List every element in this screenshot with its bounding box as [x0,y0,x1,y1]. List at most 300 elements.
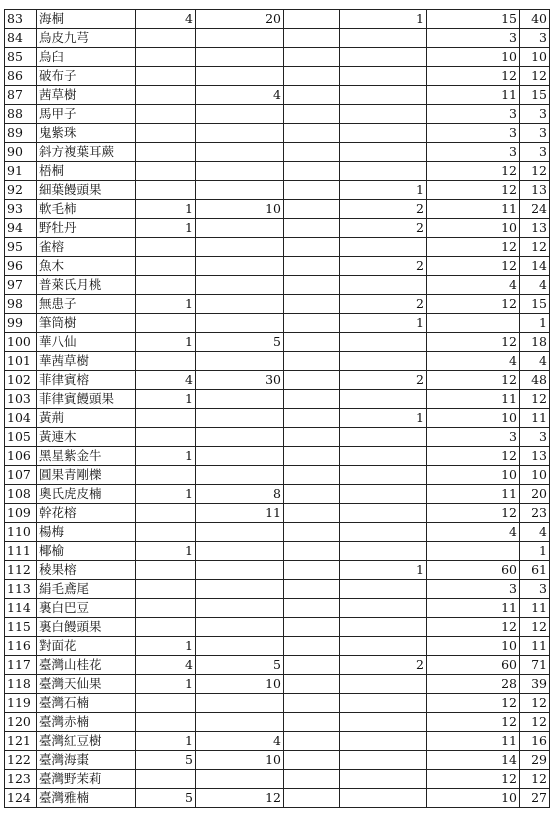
species-name-cell: 斜方複葉耳蕨 [37,143,136,162]
total-cell: 3 [520,143,550,162]
total-cell: 3 [520,105,550,124]
count-cell-3 [284,447,340,466]
table-row [5,637,550,656]
total-cell: 3 [520,428,550,447]
count-cell-4 [340,276,427,295]
row-number-cell: 105 [5,428,37,447]
count-cell-3 [284,105,340,124]
count-cell-5: 10 [427,409,520,428]
count-cell-5: 11 [427,732,520,751]
total-cell: 15 [520,295,550,314]
species-name-cell: 黃荊 [37,409,136,428]
row-number-cell: 88 [5,105,37,124]
count-cell-1 [136,86,196,105]
total-cell: 13 [520,219,550,238]
count-cell-4 [340,333,427,352]
count-cell-4 [340,447,427,466]
count-cell-1 [136,694,196,713]
count-cell-2 [196,428,284,447]
count-cell-2 [196,713,284,732]
total-cell: 13 [520,447,550,466]
count-cell-3 [284,561,340,580]
count-cell-1 [136,314,196,333]
row-number-cell: 112 [5,561,37,580]
count-cell-4 [340,770,427,789]
count-cell-2: 11 [196,504,284,523]
table-row [5,143,550,162]
row-number-cell: 97 [5,276,37,295]
total-cell: 71 [520,656,550,675]
species-name-cell: 臺灣天仙果 [37,675,136,694]
total-cell: 11 [520,599,550,618]
row-number-cell: 113 [5,580,37,599]
count-cell-1 [136,48,196,67]
total-cell: 1 [520,314,550,333]
table-body [5,10,550,808]
count-cell-2: 5 [196,656,284,675]
total-cell: 3 [520,124,550,143]
count-cell-4: 1 [340,409,427,428]
species-name-cell: 破布子 [37,67,136,86]
species-name-cell: 稜果榕 [37,561,136,580]
count-cell-3 [284,618,340,637]
count-cell-1 [136,409,196,428]
table-row [5,428,550,447]
species-name-cell: 雀榕 [37,238,136,257]
total-cell: 12 [520,67,550,86]
row-number-cell: 115 [5,618,37,637]
total-cell: 39 [520,675,550,694]
count-cell-5: 15 [427,10,520,29]
count-cell-4 [340,751,427,770]
row-number-cell: 106 [5,447,37,466]
species-name-cell: 烏皮九芎 [37,29,136,48]
total-cell: 27 [520,789,550,808]
count-cell-1 [136,105,196,124]
count-cell-4 [340,124,427,143]
count-cell-3 [284,295,340,314]
table-row [5,181,550,200]
species-name-cell: 幹花榕 [37,504,136,523]
count-cell-4: 2 [340,295,427,314]
total-cell: 14 [520,257,550,276]
count-cell-4 [340,694,427,713]
count-cell-3 [284,29,340,48]
count-cell-4 [340,523,427,542]
total-cell: 15 [520,86,550,105]
count-cell-3 [284,10,340,29]
row-number-cell: 101 [5,352,37,371]
count-cell-5: 10 [427,48,520,67]
count-cell-5: 10 [427,219,520,238]
row-number-cell: 123 [5,770,37,789]
count-cell-2 [196,618,284,637]
total-cell: 10 [520,48,550,67]
count-cell-2: 30 [196,371,284,390]
count-cell-3 [284,523,340,542]
count-cell-4 [340,732,427,751]
species-name-cell: 椰榆 [37,542,136,561]
count-cell-2 [196,542,284,561]
row-number-cell: 110 [5,523,37,542]
count-cell-4 [340,143,427,162]
row-number-cell: 100 [5,333,37,352]
count-cell-3 [284,257,340,276]
count-cell-3 [284,770,340,789]
species-name-cell: 細葉饅頭果 [37,181,136,200]
species-name-cell: 絹毛鳶尾 [37,580,136,599]
count-cell-2: 4 [196,732,284,751]
count-cell-3 [284,124,340,143]
count-cell-1: 1 [136,200,196,219]
species-name-cell: 楊梅 [37,523,136,542]
count-cell-2 [196,390,284,409]
count-cell-5: 12 [427,67,520,86]
count-cell-1: 1 [136,295,196,314]
count-cell-2 [196,219,284,238]
table-row [5,409,550,428]
total-cell: 12 [520,390,550,409]
count-cell-3 [284,694,340,713]
count-cell-1 [136,466,196,485]
count-cell-2: 20 [196,10,284,29]
count-cell-4 [340,789,427,808]
count-cell-3 [284,732,340,751]
count-cell-3 [284,276,340,295]
species-name-cell: 魚木 [37,257,136,276]
table-row [5,447,550,466]
species-name-cell: 臺灣山桂花 [37,656,136,675]
total-cell: 10 [520,466,550,485]
count-cell-3 [284,713,340,732]
total-cell: 23 [520,504,550,523]
count-cell-3 [284,219,340,238]
total-cell: 29 [520,751,550,770]
count-cell-5 [427,314,520,333]
count-cell-5: 3 [427,428,520,447]
count-cell-2 [196,599,284,618]
species-name-cell: 鬼紫珠 [37,124,136,143]
count-cell-5: 12 [427,694,520,713]
count-cell-3 [284,599,340,618]
count-cell-1 [136,124,196,143]
species-name-cell: 圓果青剛櫟 [37,466,136,485]
count-cell-1 [136,238,196,257]
count-cell-5: 12 [427,333,520,352]
count-cell-4 [340,238,427,257]
table-row [5,713,550,732]
table-row [5,751,550,770]
row-number-cell: 118 [5,675,37,694]
species-name-cell: 馬甲子 [37,105,136,124]
row-number-cell: 92 [5,181,37,200]
count-cell-5: 3 [427,580,520,599]
count-cell-4: 2 [340,371,427,390]
count-cell-3 [284,352,340,371]
total-cell: 4 [520,276,550,295]
count-cell-4: 1 [340,181,427,200]
table-row [5,770,550,789]
count-cell-1 [136,504,196,523]
count-cell-4 [340,428,427,447]
total-cell: 16 [520,732,550,751]
count-cell-5: 3 [427,124,520,143]
count-cell-5: 3 [427,105,520,124]
count-cell-2: 5 [196,333,284,352]
count-cell-5: 12 [427,371,520,390]
row-number-cell: 99 [5,314,37,333]
row-number-cell: 116 [5,637,37,656]
count-cell-3 [284,789,340,808]
count-cell-5: 60 [427,561,520,580]
row-number-cell: 90 [5,143,37,162]
count-cell-4: 2 [340,656,427,675]
count-cell-5: 4 [427,276,520,295]
table-row [5,48,550,67]
count-cell-4 [340,48,427,67]
species-name-cell: 臺灣雅楠 [37,789,136,808]
count-cell-1 [136,523,196,542]
count-cell-5: 10 [427,637,520,656]
count-cell-5: 12 [427,770,520,789]
total-cell: 12 [520,713,550,732]
row-number-cell: 86 [5,67,37,86]
count-cell-3 [284,314,340,333]
count-cell-2 [196,466,284,485]
table-row [5,200,550,219]
count-cell-4 [340,637,427,656]
count-cell-5: 28 [427,675,520,694]
count-cell-3 [284,371,340,390]
count-cell-1 [136,580,196,599]
count-cell-2 [196,48,284,67]
count-cell-2 [196,162,284,181]
species-name-cell: 野牡丹 [37,219,136,238]
count-cell-1: 1 [136,485,196,504]
count-cell-2 [196,143,284,162]
count-cell-1 [136,561,196,580]
row-number-cell: 98 [5,295,37,314]
total-cell: 3 [520,29,550,48]
count-cell-5: 4 [427,523,520,542]
row-number-cell: 103 [5,390,37,409]
count-cell-1 [136,713,196,732]
species-name-cell: 華八仙 [37,333,136,352]
count-cell-1 [136,618,196,637]
count-cell-3 [284,181,340,200]
table-row [5,162,550,181]
row-number-cell: 95 [5,238,37,257]
row-number-cell: 111 [5,542,37,561]
count-cell-5: 12 [427,618,520,637]
table-row [5,504,550,523]
count-cell-2: 12 [196,789,284,808]
count-cell-5: 12 [427,181,520,200]
row-number-cell: 102 [5,371,37,390]
count-cell-3 [284,637,340,656]
species-name-cell: 茜草樹 [37,86,136,105]
count-cell-1 [136,276,196,295]
count-cell-2 [196,105,284,124]
count-cell-4 [340,67,427,86]
total-cell: 12 [520,770,550,789]
count-cell-5: 12 [427,257,520,276]
count-cell-2 [196,314,284,333]
count-cell-4 [340,162,427,181]
count-cell-1: 1 [136,219,196,238]
table-row [5,219,550,238]
total-cell: 61 [520,561,550,580]
count-cell-3 [284,428,340,447]
total-cell: 3 [520,580,550,599]
species-name-cell: 普萊氏月桃 [37,276,136,295]
count-cell-5: 3 [427,29,520,48]
total-cell: 12 [520,618,550,637]
species-name-cell: 臺灣紅豆樹 [37,732,136,751]
count-cell-5 [427,542,520,561]
count-cell-2 [196,561,284,580]
species-name-cell: 對面花 [37,637,136,656]
count-cell-2 [196,694,284,713]
count-cell-4 [340,29,427,48]
count-cell-4 [340,390,427,409]
total-cell: 13 [520,181,550,200]
count-cell-5: 11 [427,200,520,219]
count-cell-1 [136,162,196,181]
count-cell-2 [196,409,284,428]
count-cell-4 [340,504,427,523]
count-cell-2 [196,637,284,656]
species-name-cell: 菲律賓饅頭果 [37,390,136,409]
count-cell-2 [196,257,284,276]
count-cell-5: 12 [427,162,520,181]
table-row [5,675,550,694]
count-cell-4: 1 [340,561,427,580]
table-row [5,29,550,48]
count-cell-1: 1 [136,447,196,466]
row-number-cell: 117 [5,656,37,675]
count-cell-5: 12 [427,447,520,466]
count-cell-3 [284,390,340,409]
count-cell-2: 4 [196,86,284,105]
count-cell-4: 2 [340,257,427,276]
species-name-cell: 臺灣海棗 [37,751,136,770]
table-row [5,352,550,371]
total-cell: 4 [520,352,550,371]
table-row [5,371,550,390]
table-row [5,656,550,675]
table-row [5,561,550,580]
count-cell-5: 12 [427,504,520,523]
count-cell-2 [196,523,284,542]
count-cell-4 [340,618,427,637]
count-cell-1: 4 [136,371,196,390]
count-cell-1 [136,257,196,276]
count-cell-4 [340,713,427,732]
table-row [5,67,550,86]
table-row [5,314,550,333]
count-cell-4 [340,542,427,561]
row-number-cell: 85 [5,48,37,67]
row-number-cell: 108 [5,485,37,504]
row-number-cell: 122 [5,751,37,770]
count-cell-3 [284,162,340,181]
count-cell-5: 11 [427,599,520,618]
species-name-cell: 臺灣野茉莉 [37,770,136,789]
count-cell-3 [284,333,340,352]
count-cell-5: 4 [427,352,520,371]
count-cell-4 [340,485,427,504]
count-cell-4: 2 [340,219,427,238]
total-cell: 48 [520,371,550,390]
count-cell-2 [196,447,284,466]
count-cell-2 [196,295,284,314]
table-row [5,86,550,105]
count-cell-1: 1 [136,675,196,694]
count-cell-1 [136,352,196,371]
row-number-cell: 96 [5,257,37,276]
table-row [5,276,550,295]
count-cell-5: 12 [427,238,520,257]
species-count-table [4,9,550,808]
species-name-cell: 筆筒樹 [37,314,136,333]
species-name-cell: 無患子 [37,295,136,314]
total-cell: 1 [520,542,550,561]
table-row [5,485,550,504]
row-number-cell: 104 [5,409,37,428]
count-cell-4: 1 [340,10,427,29]
count-cell-5: 11 [427,485,520,504]
species-name-cell: 華茜草樹 [37,352,136,371]
count-cell-3 [284,504,340,523]
row-number-cell: 89 [5,124,37,143]
species-name-cell: 海桐 [37,10,136,29]
count-cell-1 [136,599,196,618]
species-name-cell: 烏臼 [37,48,136,67]
count-cell-2 [196,67,284,86]
count-cell-5: 12 [427,295,520,314]
count-cell-2: 10 [196,751,284,770]
total-cell: 11 [520,637,550,656]
row-number-cell: 84 [5,29,37,48]
row-number-cell: 91 [5,162,37,181]
count-cell-1 [136,181,196,200]
row-number-cell: 119 [5,694,37,713]
table-row [5,732,550,751]
table-row [5,523,550,542]
species-name-cell: 臺灣赤楠 [37,713,136,732]
count-cell-5: 3 [427,143,520,162]
count-cell-3 [284,485,340,504]
count-cell-3 [284,48,340,67]
species-name-cell: 黃連木 [37,428,136,447]
total-cell: 18 [520,333,550,352]
count-cell-3 [284,86,340,105]
count-cell-2 [196,124,284,143]
total-cell: 12 [520,694,550,713]
count-cell-1: 4 [136,656,196,675]
table-row [5,390,550,409]
table-row [5,257,550,276]
count-cell-3 [284,542,340,561]
count-cell-5: 12 [427,713,520,732]
count-cell-3 [284,67,340,86]
count-cell-3 [284,675,340,694]
count-cell-4 [340,599,427,618]
species-name-cell: 黑星紫金牛 [37,447,136,466]
count-cell-3 [284,466,340,485]
count-cell-2 [196,29,284,48]
